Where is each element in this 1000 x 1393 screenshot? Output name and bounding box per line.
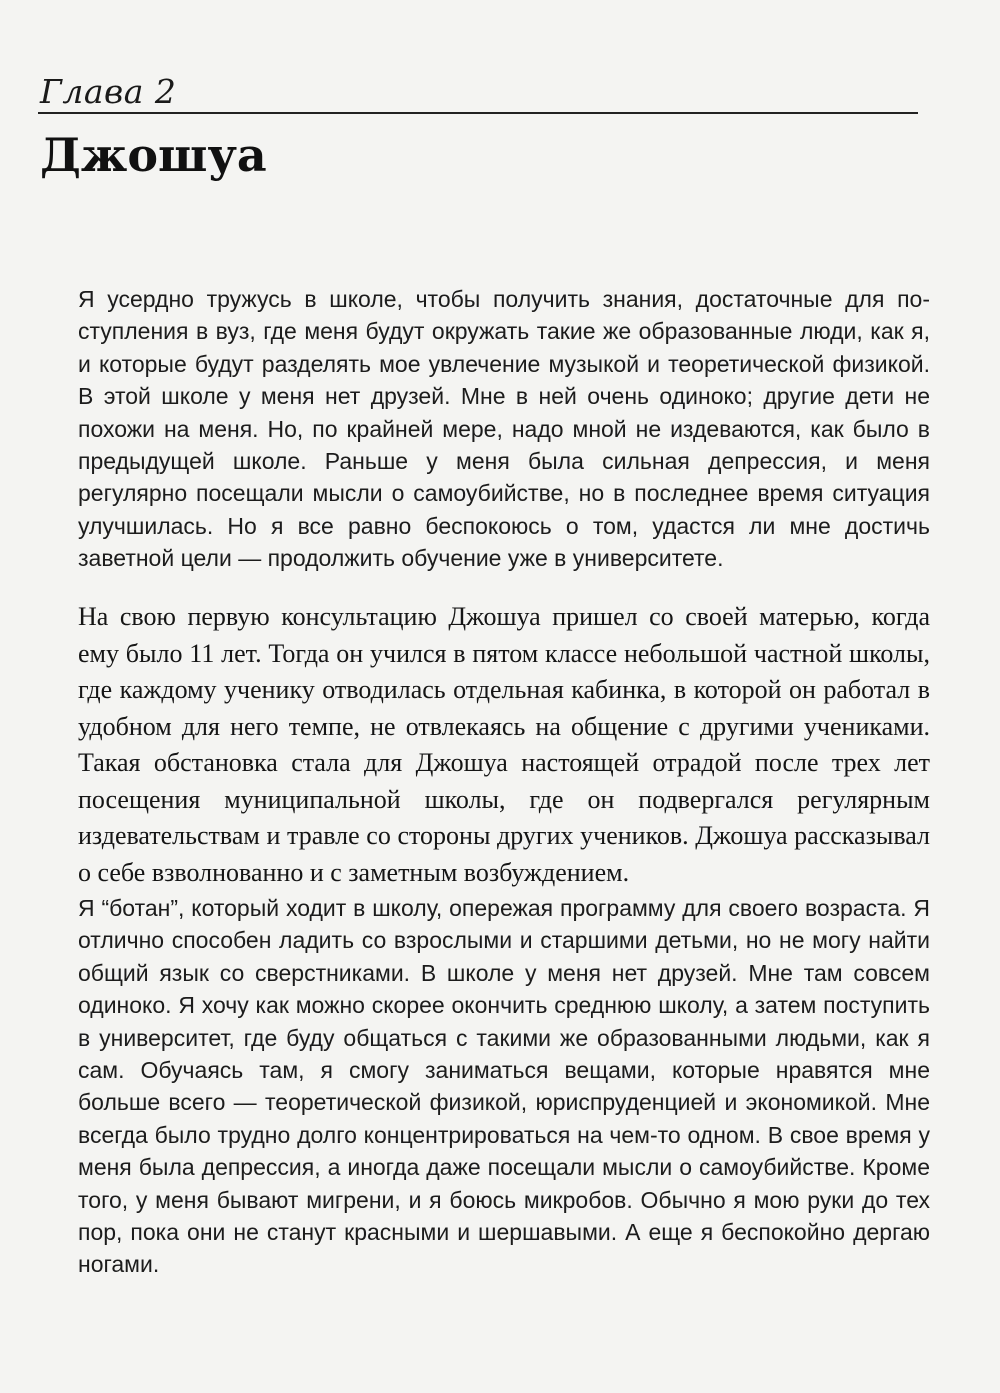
narrative-paragraph: На свою первую консультацию Джошуа пришел со своей матерью, когда ему было 11 лет. Тогда он учился в пятом классе небольшой частной школы, где каждому ученику отводилась отдельная кабинка, в которой он работал в удобном для него темпе, не отвлекаясь на общение с другими учениками. Такая обстановка стала для Джошуа настоящей отрадой после трех лет посещения муниципальной школы, где он подвергался регулярным издевательствам и травле со стороны других учеников. Джошуа рассказывал о себе взволнованно и с заметным возбуждением. [78,602,930,887]
chapter-label: Глава 2 [40,72,177,111]
chapter-title: Джошуа [40,128,267,182]
quote-paragraph-1: Я усердно тружусь в школе, чтобы получить знания, достаточные для поступления в вуз, где меня будут окружать такие же образованные люди, как я, и которые будут разделять мое увлечение музыкой и теоретической физикой. В этой школе у меня нет друзей. Мне в ней очень одиноко; другие дети не похожи на меня. Но, по крайней мере, надо мной не издеваются, как было в предыдущей школе. Раньше у меня была сильная депрессия, и меня регулярно посещали мысли о самоубийстве, но в последнее время ситуация улучшилась. Но я все равно беспокоюсь о том, удастся ли мне достичь заветной цели — продолжить обучение уже в университете. [78,286,930,572]
chapter-divider [38,112,918,114]
quote-paragraph-2: Я “ботан”, который ходит в школу, опережая программу для своего возраста. Я отлично способен ладить со взрослыми и старшими детьми, но не могу найти общий язык со сверстниками. В школе у меня нет друзей. Мне там совсем одиноко. Я хочу как можно скорее окончить среднюю школу, а затем поступить в университет, где буду общаться с такими же образованными людьми, как я сам. Обучаясь там, я смогу заниматься вещами, которые нравятся мне больше всего — теоретической физикой, юриспруденцией и экономикой. Мне всегда было трудно долго концентрироваться на чем-то одном. В свое время у меня была депрессия, а иногда даже посещали мысли о самоубийстве. Кроме того, у меня бывают мигрени, и я боюсь микробов. Обычно я мою руки до тех пор, пока они не станут красными и шершавыми. А еще я беспокойно дергаю ногами. [78,895,930,1278]
